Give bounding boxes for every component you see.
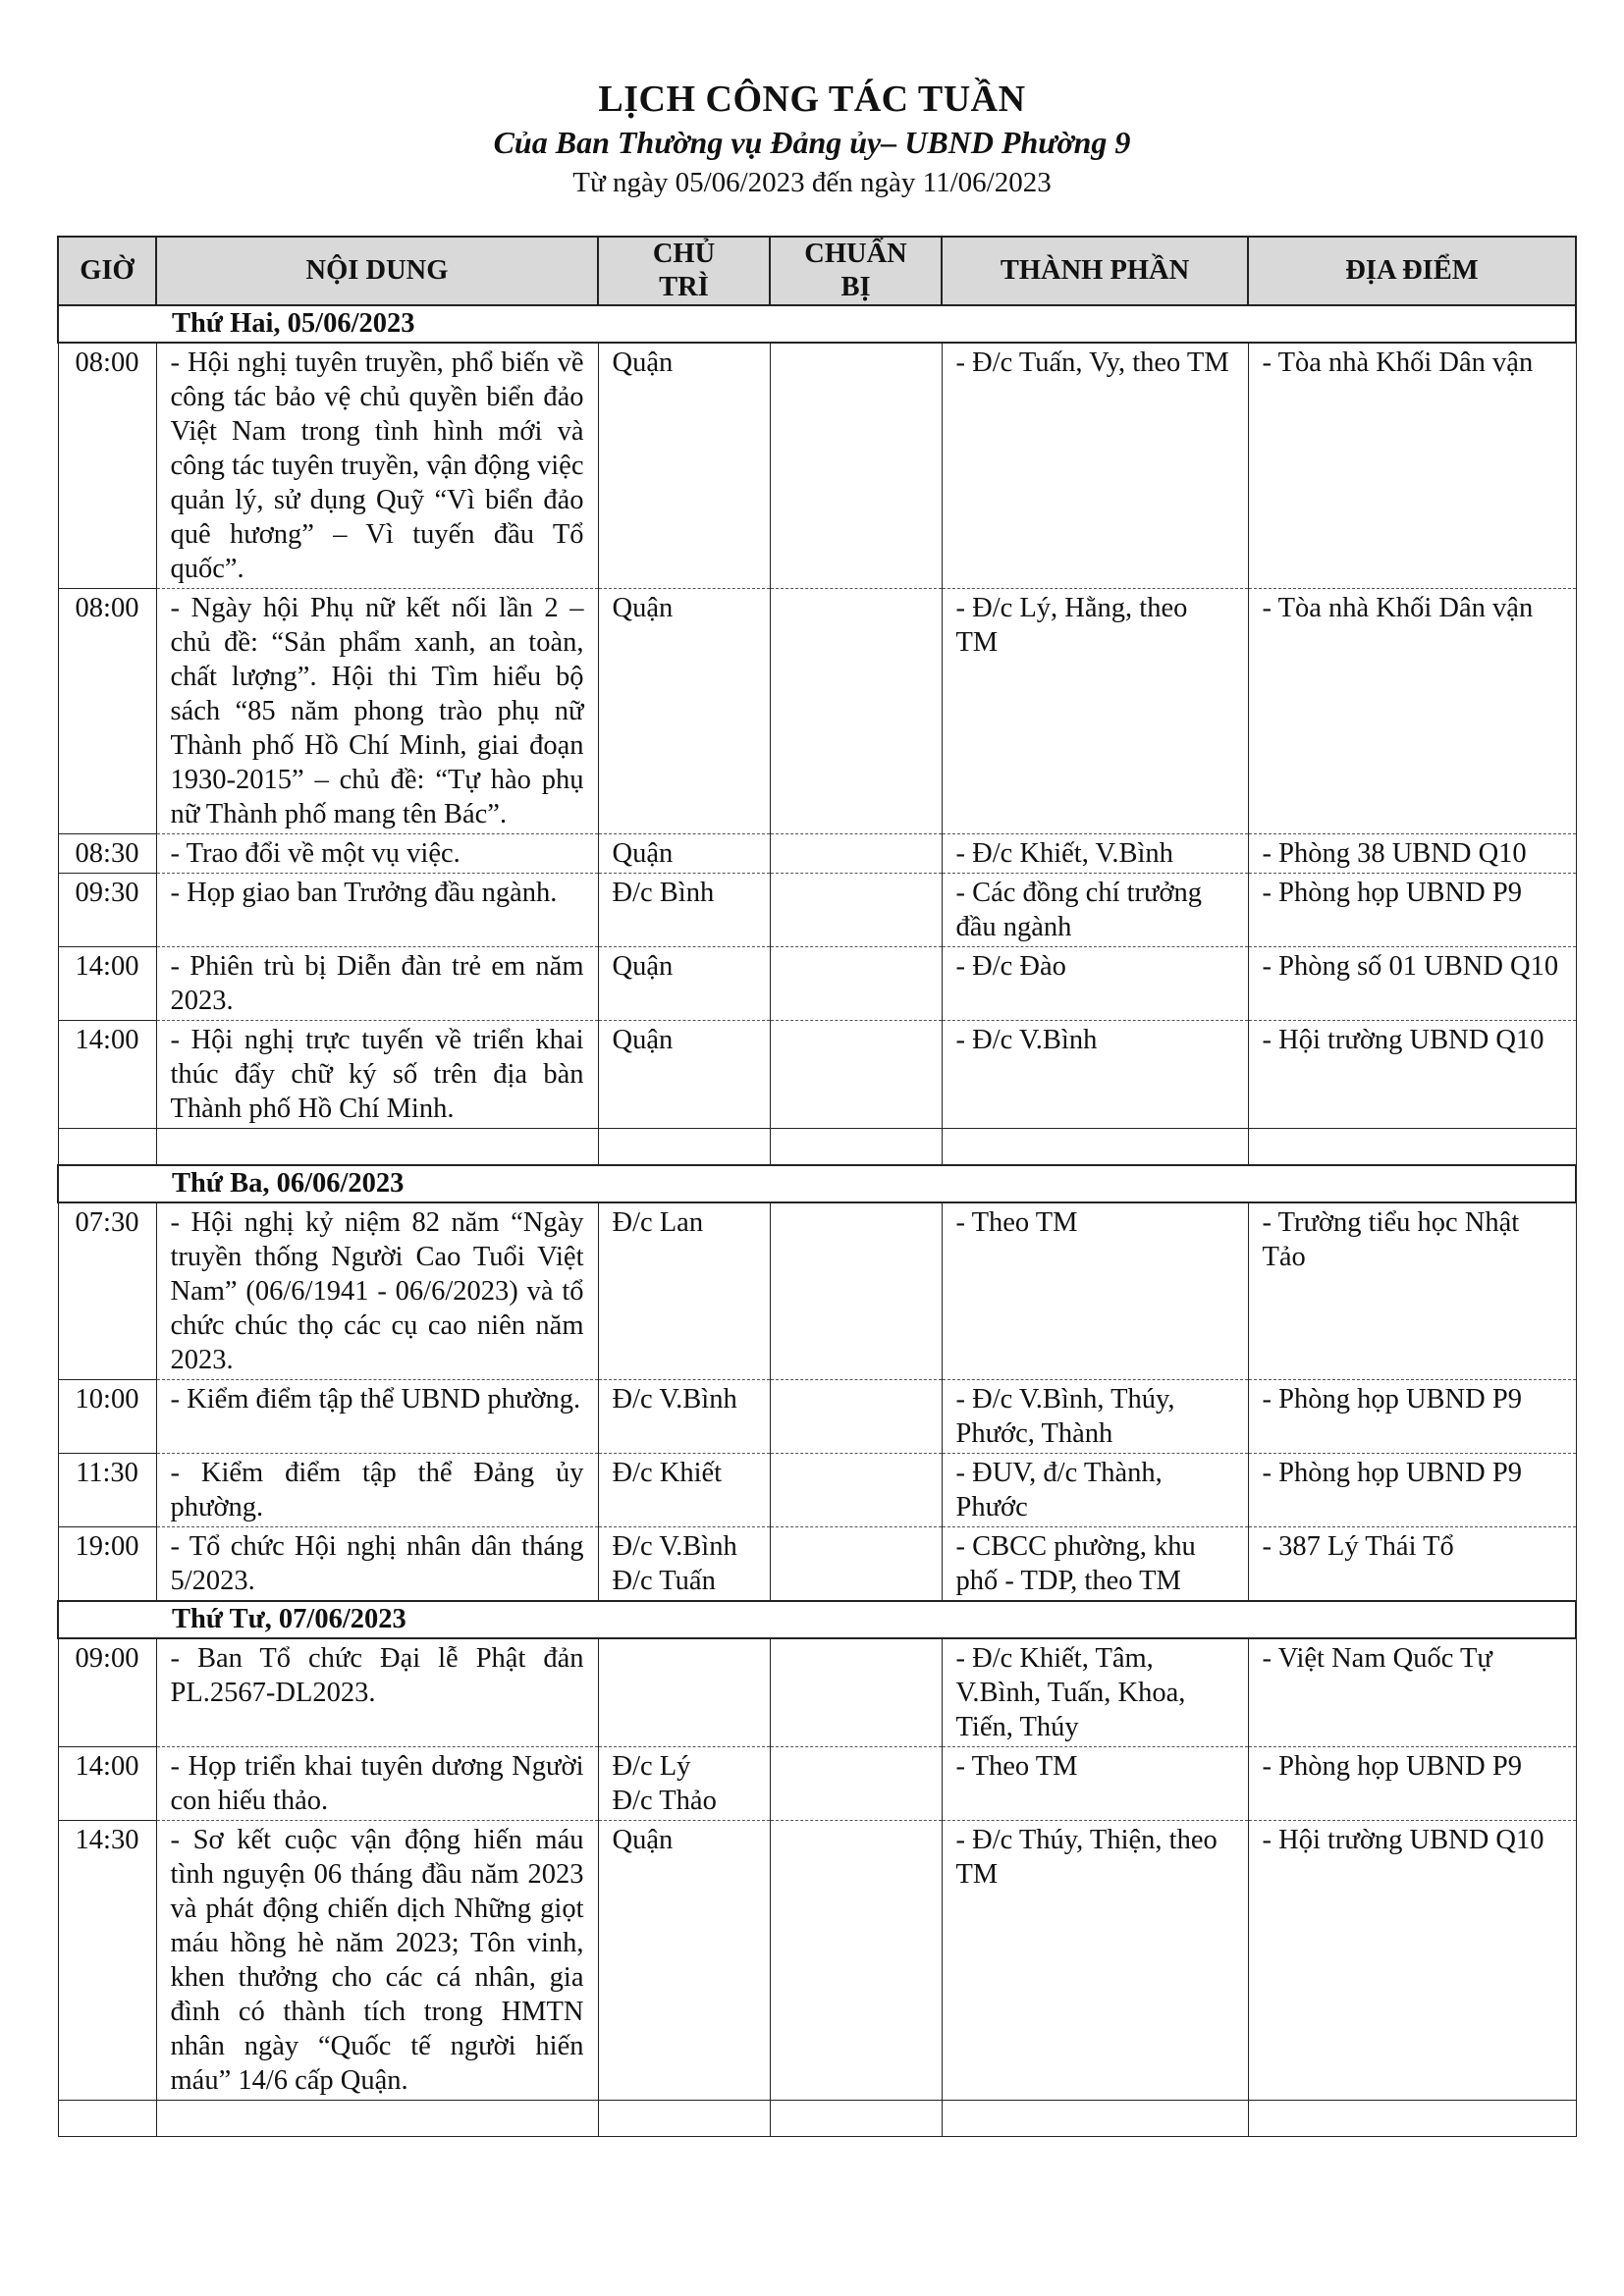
event-location: - Phòng họp UBND P9 — [1248, 1380, 1576, 1454]
event-chair-line: Đ/c Lan — [612, 1207, 704, 1238]
event-location: - Phòng họp UBND P9 — [1248, 874, 1576, 947]
table-row — [58, 1202, 1576, 1380]
event-chair — [598, 1021, 770, 1129]
event-location: - Hội trường UBND Q10 — [1248, 1021, 1576, 1129]
event-chair-line: Đ/c V.Bình — [612, 1384, 737, 1415]
event-location: - Tòa nhà Khối Dân vận — [1248, 343, 1576, 589]
empty-cell — [598, 2101, 770, 2137]
table-row — [58, 1380, 1576, 1454]
event-preparation — [770, 834, 942, 874]
event-chair — [598, 1821, 770, 2101]
empty-cell — [942, 2101, 1248, 2137]
event-preparation — [770, 874, 942, 947]
header-time: GIỜ — [58, 237, 156, 305]
event-time: 09:00 — [58, 1638, 156, 1747]
day-header-row — [58, 1601, 1576, 1638]
empty-cell — [58, 1129, 156, 1166]
event-chair — [598, 343, 770, 589]
header-composition: THÀNH PHẦN — [942, 237, 1248, 305]
table-header-row — [58, 237, 1576, 305]
event-composition: - Các đồng chí trưởng đầu ngành — [942, 874, 1248, 947]
event-preparation — [770, 1821, 942, 2101]
empty-cell — [770, 2101, 942, 2137]
event-time: 14:30 — [58, 1821, 156, 2101]
event-chair — [598, 1380, 770, 1454]
event-preparation — [770, 1638, 942, 1747]
day-label: Thứ Hai, 05/06/2023 — [58, 305, 1576, 343]
event-content: - Kiểm điểm tập thể Đảng ủy phường. — [156, 1454, 598, 1527]
table-row — [58, 1454, 1576, 1527]
event-composition: - Theo TM — [942, 1747, 1248, 1821]
schedule-table — [57, 236, 1577, 2137]
event-time: 14:00 — [58, 947, 156, 1021]
event-time: 19:00 — [58, 1527, 156, 1602]
event-time: 10:00 — [58, 1380, 156, 1454]
event-chair-line: Đ/c Lý — [612, 1751, 691, 1782]
event-content: - Trao đổi về một vụ việc. — [156, 834, 598, 874]
event-location: - Phòng số 01 UBND Q10 — [1248, 947, 1576, 1021]
event-chair-line: Quận — [612, 1025, 674, 1055]
event-preparation — [770, 1527, 942, 1602]
event-chair-line: Đ/c Tuấn — [612, 1566, 716, 1596]
header-prep-line1: CHUẨN — [804, 239, 907, 269]
event-time: 14:00 — [58, 1021, 156, 1129]
event-chair-line: Quận — [612, 347, 674, 378]
table-row — [58, 1527, 1576, 1602]
table-row — [58, 1638, 1576, 1747]
empty-cell — [156, 2101, 598, 2137]
event-chair-line: Đ/c Khiết — [612, 1458, 723, 1488]
event-location: - Hội trường UBND Q10 — [1248, 1821, 1576, 2101]
event-content: - Kiểm điểm tập thể UBND phường. — [156, 1380, 598, 1454]
event-chair — [598, 1527, 770, 1602]
event-composition: - Đ/c Tuấn, Vy, theo TM — [942, 343, 1248, 589]
event-preparation — [770, 343, 942, 589]
event-composition: - Đ/c V.Bình — [942, 1021, 1248, 1129]
day-label: Thứ Ba, 06/06/2023 — [58, 1165, 1576, 1202]
schedule-body — [58, 305, 1576, 2137]
empty-cell — [58, 2101, 156, 2137]
table-row — [58, 947, 1576, 1021]
day-label: Thứ Tư, 07/06/2023 — [58, 1601, 1576, 1638]
event-preparation — [770, 1021, 942, 1129]
empty-cell — [1248, 2101, 1576, 2137]
event-chair — [598, 1202, 770, 1380]
page-title: LỊCH CÔNG TÁC TUẦN — [598, 79, 1026, 120]
event-composition: - Đ/c V.Bình, Thúy, Phước, Thành — [942, 1380, 1248, 1454]
event-time: 09:30 — [58, 874, 156, 947]
event-composition: - CBCC phường, khu phố - TDP, theo TM — [942, 1527, 1248, 1602]
table-row — [58, 343, 1576, 589]
event-chair-line: Quận — [612, 951, 674, 982]
event-location: - Phòng 38 UBND Q10 — [1248, 834, 1576, 874]
event-location: - Phòng họp UBND P9 — [1248, 1747, 1576, 1821]
empty-cell — [1248, 1129, 1576, 1166]
event-chair-line: Đ/c Bình — [612, 878, 715, 908]
header-location: ĐỊA ĐIỂM — [1248, 237, 1576, 305]
event-chair — [598, 874, 770, 947]
event-chair-line: Đ/c V.Bình — [612, 1531, 737, 1562]
event-chair — [598, 1747, 770, 1821]
table-row — [58, 1747, 1576, 1821]
table-row — [58, 1021, 1576, 1129]
event-content: - Hội nghị tuyên truyền, phổ biến về công tác bảo vệ chủ quyền biển đảo Việt Nam trong tình hình mới và công tác tuyên truyền, vận động việc quản lý, sử dụng Quỹ “Vì biển đảo quê hương” – Vì tuyến đầu Tổ quốc”. — [156, 343, 598, 589]
event-preparation — [770, 1202, 942, 1380]
event-chair — [598, 1638, 770, 1747]
event-time: 08:00 — [58, 343, 156, 589]
event-content: - Tổ chức Hội nghị nhân dân tháng 5/2023. — [156, 1527, 598, 1602]
day-header-row — [58, 1165, 1576, 1202]
event-location: - Tòa nhà Khối Dân vận — [1248, 589, 1576, 834]
event-composition: - Theo TM — [942, 1202, 1248, 1380]
event-composition: - Đ/c Đào — [942, 947, 1248, 1021]
event-time: 07:30 — [58, 1202, 156, 1380]
event-time: 08:00 — [58, 589, 156, 834]
event-composition: - Đ/c Thúy, Thiện, theo TM — [942, 1821, 1248, 2101]
event-location: - 387 Lý Thái Tổ — [1248, 1527, 1576, 1602]
header-prep — [770, 237, 942, 305]
event-content: - Họp giao ban Trưởng đầu ngành. — [156, 874, 598, 947]
event-content: - Hội nghị trực tuyến về triển khai thúc đẩy chữ ký số trên địa bàn Thành phố Hồ Chí Minh. — [156, 1021, 598, 1129]
table-row — [58, 834, 1576, 874]
empty-row — [58, 1129, 1576, 1166]
event-composition: - Đ/c Khiết, V.Bình — [942, 834, 1248, 874]
empty-row — [58, 2101, 1576, 2137]
event-time: 08:30 — [58, 834, 156, 874]
event-chair — [598, 1454, 770, 1527]
event-chair-line: Đ/c Thảo — [612, 1786, 717, 1816]
empty-cell — [598, 1129, 770, 1166]
header-prep-line2: BỊ — [840, 272, 871, 302]
event-content: - Ban Tổ chức Đại lễ Phật đản PL.2567-DL2023. — [156, 1638, 598, 1747]
event-chair-line: Quận — [612, 838, 674, 869]
event-content: - Họp triển khai tuyên dương Người con hiếu thảo. — [156, 1747, 598, 1821]
event-location: - Phòng họp UBND P9 — [1248, 1454, 1576, 1527]
event-chair — [598, 589, 770, 834]
date-range: Từ ngày 05/06/2023 đến ngày 11/06/2023 — [572, 167, 1052, 198]
day-header-row — [58, 305, 1576, 343]
table-row — [58, 1821, 1576, 2101]
header-chair — [598, 237, 770, 305]
document-header — [0, 77, 1624, 202]
header-content: NỘI DUNG — [156, 237, 598, 305]
event-composition: - Đ/c Lý, Hằng, theo TM — [942, 589, 1248, 834]
event-preparation — [770, 1747, 942, 1821]
table-row — [58, 874, 1576, 947]
event-preparation — [770, 1454, 942, 1527]
empty-cell — [942, 1129, 1248, 1166]
event-location: - Việt Nam Quốc Tự — [1248, 1638, 1576, 1747]
event-chair-line: Quận — [612, 1825, 674, 1855]
event-chair — [598, 834, 770, 874]
event-location: - Trường tiểu học Nhật Tảo — [1248, 1202, 1576, 1380]
empty-cell — [770, 1129, 942, 1166]
event-content: - Ngày hội Phụ nữ kết nối lần 2 – chủ đề: “Sản phẩm xanh, an toàn, chất lượng”. Hội thi Tìm hiểu bộ sách “85 năm phong trào phụ nữ Thành phố Hồ Chí Minh, giai đoạn 1930-2015” – chủ đề: “Tự hào phụ nữ Thành phố mang tên Bác”. — [156, 589, 598, 834]
page-subtitle: Của Ban Thường vụ Đảng ủy– UBND Phường 9 — [493, 125, 1131, 160]
event-chair — [598, 947, 770, 1021]
event-content: - Sơ kết cuộc vận động hiến máu tình nguyện 06 tháng đầu năm 2023 và phát động chiến dịch Những giọt máu hồng hè năm 2023; Tôn vinh, khen thưởng cho các cá nhân, gia đình có thành tích trong HMTN nhân ngày “Quốc tế người hiến máu” 14/6 cấp Quận. — [156, 1821, 598, 2101]
event-content: - Hội nghị kỷ niệm 82 năm “Ngày truyền thống Người Cao Tuổi Việt Nam” (06/6/1941 - 06/6/2023) và tổ chức chúc thọ các cụ cao niên năm 2023. — [156, 1202, 598, 1380]
event-composition: - Đ/c Khiết, Tâm, V.Bình, Tuấn, Khoa, Tiến, Thúy — [942, 1638, 1248, 1747]
event-preparation — [770, 1380, 942, 1454]
empty-cell — [156, 1129, 598, 1166]
event-preparation — [770, 589, 942, 834]
event-content: - Phiên trù bị Diễn đàn trẻ em năm 2023. — [156, 947, 598, 1021]
table-row — [58, 589, 1576, 834]
header-chair-line2: TRÌ — [659, 272, 709, 302]
event-preparation — [770, 947, 942, 1021]
event-chair-line: Quận — [612, 593, 674, 623]
header-chair-line1: CHỦ — [652, 239, 716, 269]
event-time: 14:00 — [58, 1747, 156, 1821]
event-time: 11:30 — [58, 1454, 156, 1527]
event-composition: - ĐUV, đ/c Thành, Phước — [942, 1454, 1248, 1527]
